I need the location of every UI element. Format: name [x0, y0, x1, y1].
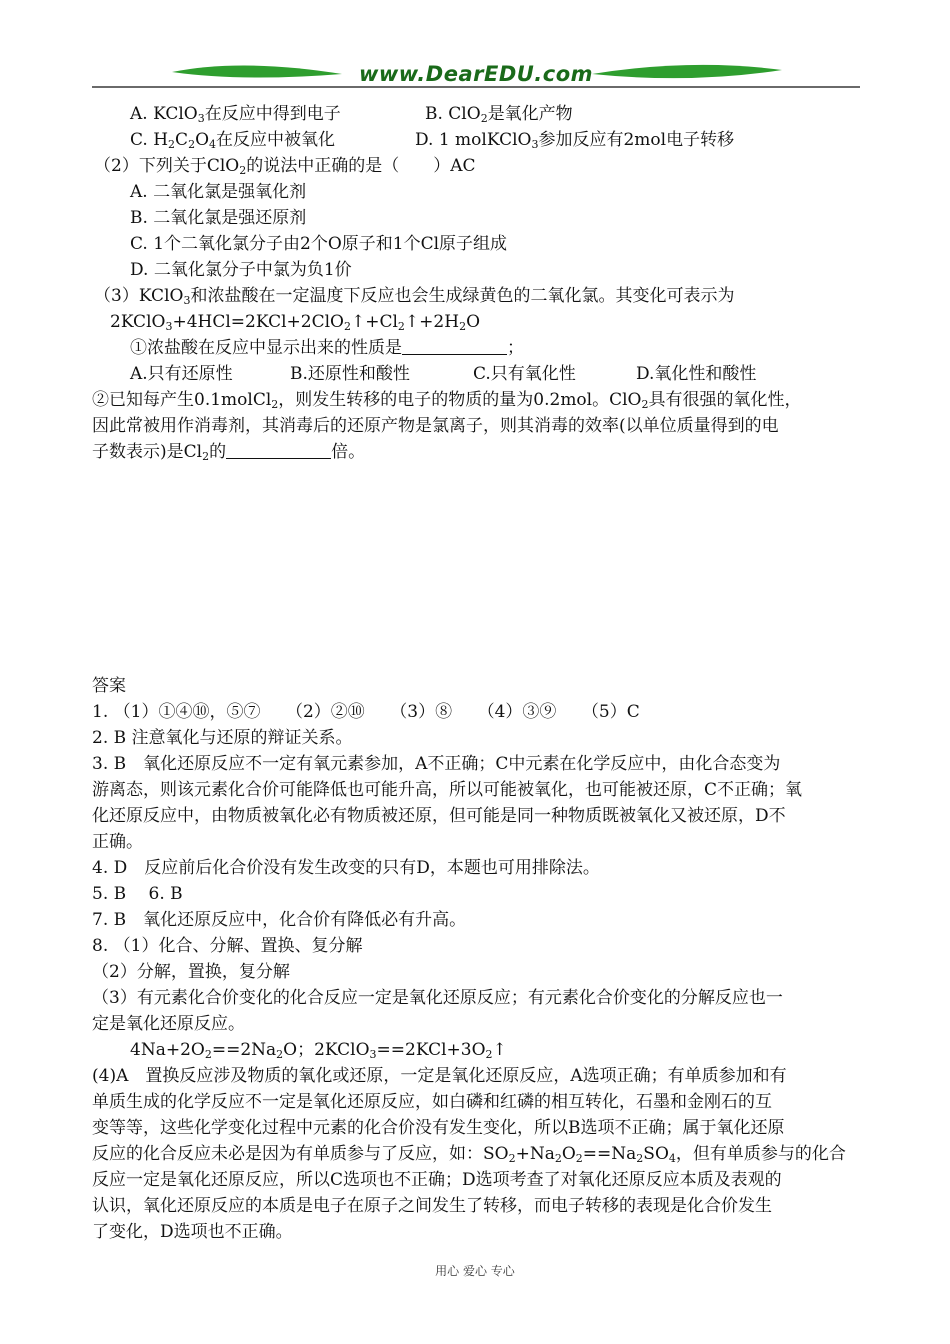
sub-question-2-line3: 子数表示)是$Cl_2$的 倍。 — [92, 442, 366, 463]
sub-question-1: ①浓盐酸在反应中显示出来的性质是 ； — [130, 338, 524, 358]
question-3: （3）KClO$_3$和浓盐酸在一定温度下反应也会生成绿黄色的二氧化氯。其变化可表示为 — [94, 286, 735, 307]
answer-8-part4-line4: 反应的化合反应未必是因为有单质参与了反应，如：$SO_2+Na_2O_2==Na_2SO_4$，但有单质参与的化合 — [92, 1144, 846, 1165]
q2-option-b: B. 二氧化氯是强还原剂 — [130, 208, 307, 228]
answer-8-part1: 8. （1）化合、分解、置换、复分解 — [92, 936, 363, 956]
answer-7: 7. B 氧化还原反应中，化合价有降低必有升高。 — [92, 910, 467, 930]
option-d: D. 1 molKClO$_3$参加反应有2mol电子转移 — [415, 130, 735, 151]
answer-3-line4: 正确。 — [92, 832, 143, 852]
answer-8-part3-line1: （3）有元素化合价变化的化合反应一定是氧化还原反应；有元素化合价变化的分解反应也一 — [92, 988, 783, 1008]
answer-blank — [226, 440, 331, 459]
answer-3-line1: 3. B 氧化还原反应不一定有氧元素参加，A不正确；C中元素在化学反应中，由化合态变为 — [92, 754, 781, 774]
sub1-option-c: C.只有氧化性 — [473, 364, 576, 384]
q2-option-c: C. 1个二氧化氯分子由2个O原子和1个Cl原子组成 — [130, 234, 508, 254]
sub1-option-b: B.还原性和酸性 — [290, 364, 410, 384]
answer-blank — [402, 336, 507, 355]
q2-option-a: A. 二氧化氯是强氧化剂 — [130, 182, 307, 202]
answer-8-part4-line6: 认识，氧化还原反应的本质是电子在原子之间发生了转移，而电子转移的表现是化合价发生 — [92, 1196, 772, 1216]
answer-1: 1. （1）①④⑩，⑤⑦ （2）②⑩ （3）⑧ （4）③⑨ （5）C — [92, 702, 640, 722]
option-c: C. $H_2C_2O_4$在反应中被氧化 — [130, 130, 335, 151]
answer-8-equations: $4Na+2O_2==2Na_2O$；$2KClO_3==2KCl+3O_2↑$ — [130, 1040, 507, 1061]
answer-2: 2. B 注意氧化与还原的辩证关系。 — [92, 728, 353, 748]
answer-3-line3: 化还原反应中，由物质被氧化必有物质被还原，但可能是同一种物质既被氧化又被还原，D不 — [92, 806, 786, 826]
answer-4: 4. D 反应前后化合价没有发生改变的只有D，本题也可用排除法。 — [92, 858, 600, 878]
site-url: www.DearEDU.com — [358, 62, 594, 86]
answer-8-part2: （2）分解，置换，复分解 — [92, 962, 290, 982]
answer-5-6: 5. B 6. B — [92, 884, 183, 904]
q2-option-d: D. 二氧化氯分子中氯为负1价 — [130, 260, 352, 280]
reaction-equation: $2KClO_3+4HCl=2KCl+2ClO_2↑+Cl_2↑+2H_2O$ — [110, 312, 480, 333]
answer-8-part4-line2: 单质生成的化学反应不一定是氧化还原反应，如白磷和红磷的相互转化，石墨和金刚石的互 — [92, 1092, 772, 1112]
answer-8-part4-line5: 反应一定是氧化还原反应，所以C选项也不正确；D选项考查了对氧化还原反应本质及表观的 — [92, 1170, 782, 1190]
answer-8-part4-line7: 了变化，D选项也不正确。 — [92, 1222, 293, 1242]
answer-8-part3-line2: 定是氧化还原反应。 — [92, 1014, 245, 1034]
sub-question-2-line2: 因此常被用作消毒剂，其消毒后的还原产物是氯离子，则其消毒的效率(以单位质量得到的电 — [92, 416, 779, 436]
option-a: A. KClO$_3$在反应中得到电子 — [130, 104, 341, 125]
sub1-option-d: D.氧化性和酸性 — [636, 364, 757, 384]
page-footer: 用心 爱心 专心 — [435, 1264, 515, 1278]
answer-8-part4-line3: 变等等，这些化学变化过程中元素的化合价没有发生变化，所以B选项不正确；属于氧化还原 — [92, 1118, 785, 1138]
sub1-option-a: A.只有还原性 — [130, 364, 233, 384]
answers-title: 答案 — [92, 676, 126, 696]
question-2: （2）下列关于ClO$_2$的说法中正确的是（ ）AC — [94, 156, 476, 177]
option-b: B. ClO$_2$是氧化产物 — [425, 104, 573, 125]
page-header — [92, 60, 860, 92]
answer-3-line2: 游离态，则该元素化合价可能降低也可能升高，所以可能被氧化，也可能被还原，C不正确；氧 — [92, 780, 803, 800]
answer-8-part4-line1: (4)A 置换反应涉及物质的氧化或还原，一定是氧化还原反应，A选项正确；有单质参加和有 — [92, 1066, 787, 1086]
sub-question-2-line1: ②已知每产生0.1molCl$_2$，则发生转移的电子的物质的量为0.2mol。ClO$_2$具有很强的氧化性， — [92, 390, 802, 411]
